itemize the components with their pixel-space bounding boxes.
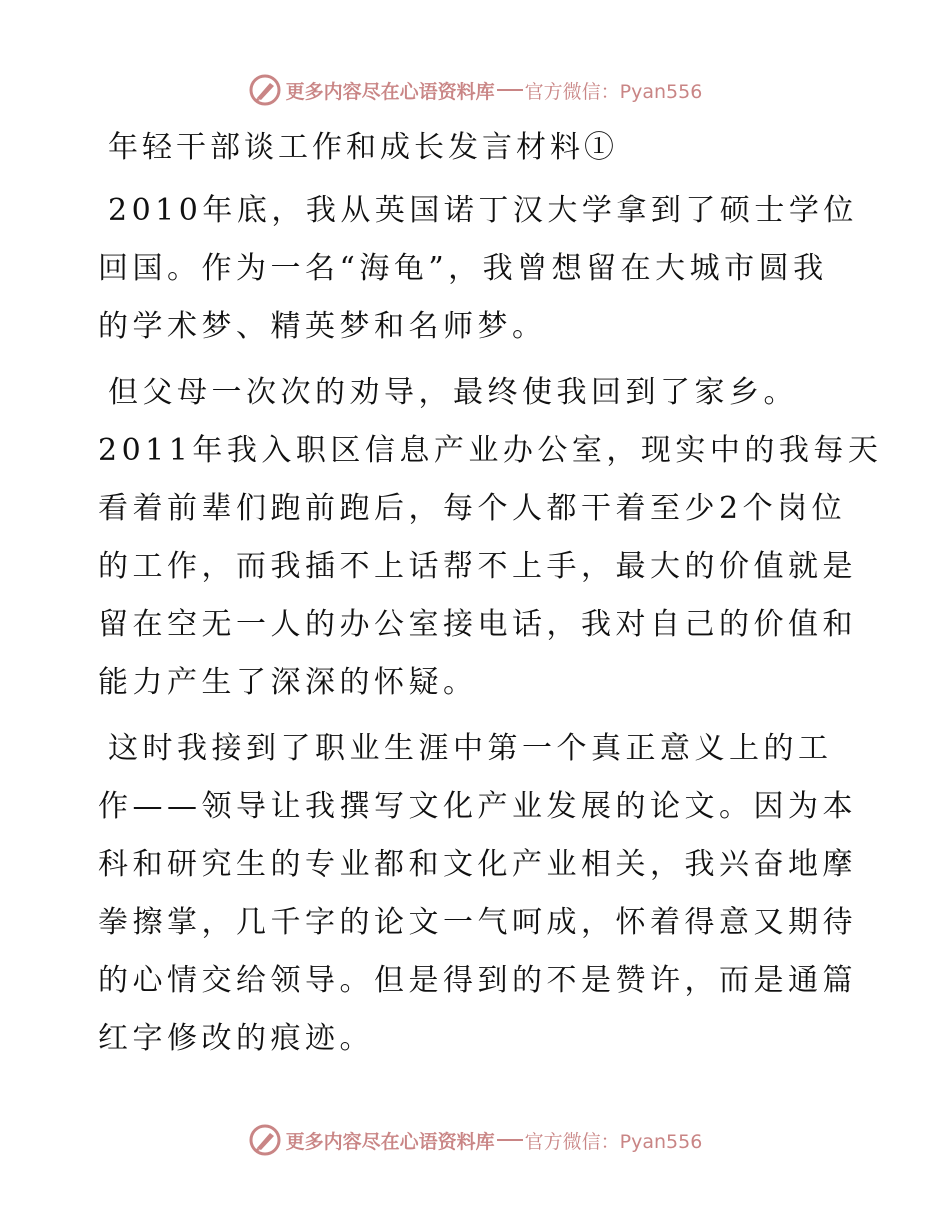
paragraph-line: 科和研究生的专业都和文化产业相关，我兴奋地摩 [98, 847, 857, 882]
watermark-main-text: 更多内容尽在心语资料库 [285, 80, 495, 103]
paragraph-line: 2010年底，我从英国诺丁汉大学拿到了硕士学位 [108, 193, 858, 228]
paragraph-line: 作——领导让我撰写文化产业发展的论文。因为本 [98, 789, 857, 824]
paragraph-line: 这时我接到了职业生涯中第一个真正意义上的工 [108, 731, 833, 766]
paragraph-1 [98, 182, 858, 356]
document-title: 年轻干部谈工作和成长发言材料① [108, 130, 618, 165]
pen-logo-icon [248, 1123, 282, 1157]
pen-logo-icon [248, 73, 282, 107]
paragraph-line: 红字修改的痕迹。 [98, 1021, 374, 1056]
watermark-dash [497, 1139, 523, 1141]
paragraph-2 [98, 364, 883, 712]
watermark-sub-text: 官方微信：Pyan556 [524, 80, 703, 103]
paragraph-line: 留在空无一人的办公室接电话，我对自己的价值和 [98, 607, 857, 642]
footer-watermark [0, 1120, 950, 1160]
paragraph-line: 的学术梦、精英梦和名师梦。 [98, 309, 547, 344]
header-watermark [0, 70, 950, 110]
paragraph-3 [98, 720, 858, 1068]
paragraph-line: 能力产生了深深的怀疑。 [98, 665, 478, 700]
watermark-dash [497, 89, 523, 91]
watermark-main-text: 更多内容尽在心语资料库 [285, 1130, 495, 1153]
paragraph-line: 但父母一次次的劝导，最终使我回到了家乡。 [108, 375, 798, 410]
paragraph-line: 的工作，而我插不上话帮不上手，最大的价值就是 [98, 549, 857, 584]
paragraph-line: 拳擦掌，几千字的论文一气呵成，怀着得意又期待 [98, 905, 857, 940]
paragraph-line: 的心情交给领导。但是得到的不是赞许，而是通篇 [98, 963, 857, 998]
paragraph-line: 回国。作为一名“海龟”，我曾想留在大城市圆我 [98, 251, 828, 286]
document-body [98, 120, 883, 1076]
paragraph-line: 2011年我入职区信息产业办公室，现实中的我每天 [98, 433, 883, 468]
paragraph-line: 看着前辈们跑前跑后，每个人都干着至少2个岗位 [98, 491, 847, 526]
watermark-sub-text: 官方微信：Pyan556 [524, 1130, 703, 1153]
